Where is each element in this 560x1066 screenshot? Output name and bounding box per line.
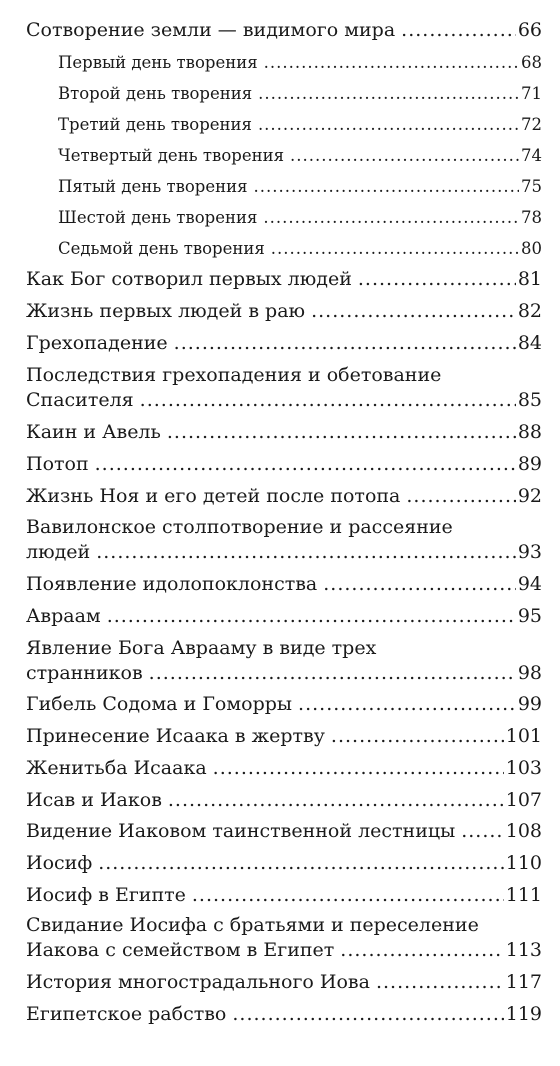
- toc-entry: [26, 452, 542, 477]
- leader-dots: [98, 851, 504, 876]
- toc-entry-page: 66: [517, 19, 542, 41]
- toc-entry-title: Египетское рабство: [26, 1003, 227, 1025]
- toc-entry-title: Каин и Авель: [26, 421, 161, 443]
- toc-entry: [26, 420, 542, 445]
- leader-dots: [311, 299, 516, 324]
- toc-entry-page: 78: [521, 208, 542, 227]
- leader-dots: [406, 484, 515, 509]
- leader-dots: [167, 420, 516, 445]
- leader-dots: [264, 50, 519, 75]
- toc-entry-page: 92: [517, 485, 542, 507]
- toc-entry: [26, 1002, 542, 1027]
- leader-dots: [298, 692, 516, 717]
- toc-entry-page: 107: [505, 789, 542, 811]
- toc-entry: [26, 970, 542, 995]
- toc-entry-page: 72: [521, 115, 542, 134]
- toc-entry-page: 89: [517, 453, 542, 475]
- toc-entry: [26, 913, 542, 963]
- toc-entry-title-line1: Явление Бога Аврааму в виде трех: [26, 637, 377, 659]
- toc-entry: [26, 636, 542, 686]
- toc-entry-title: Жизнь первых людей в раю: [26, 300, 306, 322]
- toc-entry-title: странников: [26, 662, 143, 684]
- toc-entry-title: Потоп: [26, 453, 89, 475]
- leader-dots: [290, 143, 519, 168]
- toc-entry-title: Спасителя: [26, 389, 134, 411]
- leader-dots: [149, 661, 516, 686]
- toc-entry-page: 74: [521, 146, 542, 165]
- toc-entry-page: 103: [505, 757, 542, 779]
- toc-entry-page: 98: [517, 662, 542, 684]
- leader-dots: [401, 18, 516, 43]
- toc-entry-page: 81: [517, 268, 542, 290]
- toc-entry: [26, 604, 542, 629]
- toc-entry-title: Сотворение земли — видимого мира: [26, 19, 396, 41]
- toc-entry-title: Грехопадение: [26, 332, 168, 354]
- toc-subentry: [58, 112, 542, 137]
- leader-dots: [96, 540, 516, 565]
- leader-dots: [271, 236, 519, 261]
- toc-entry-page: 110: [505, 852, 542, 874]
- toc-entry-title: Иакова с семейством в Египет: [26, 939, 335, 961]
- toc-entry: [26, 692, 542, 717]
- toc-entry-title: Появление идолопоклонства: [26, 573, 318, 595]
- toc-entry: [26, 883, 542, 908]
- toc-entry-title-line1: Свидание Иосифа с братьями и переселение: [26, 914, 479, 936]
- leader-dots: [461, 819, 504, 844]
- toc-entry-title: Гибель Содома и Гоморры: [26, 693, 293, 715]
- leader-dots: [323, 572, 516, 597]
- leader-dots: [213, 756, 504, 781]
- toc-entry-title: Иосиф: [26, 852, 93, 874]
- toc-entry-page: 99: [517, 693, 542, 715]
- toc-entry-page: 75: [521, 177, 542, 196]
- leader-dots: [258, 112, 519, 137]
- toc-entry: [26, 515, 542, 565]
- toc-entry-title: Как Бог сотворил первых людей: [26, 268, 352, 290]
- toc-entry-title-line1: Вавилонское столпотворение и рассеяние: [26, 516, 453, 538]
- leader-dots: [95, 452, 516, 477]
- toc-subentry: [58, 143, 542, 168]
- toc-entry-page: 84: [517, 332, 542, 354]
- toc-entry-title: История многострадального Иова: [26, 971, 370, 993]
- toc-entry-page: 94: [517, 573, 542, 595]
- toc-entry: [26, 484, 542, 509]
- toc-entry: [26, 363, 542, 413]
- toc-entry-title: Седьмой день творения: [58, 239, 265, 258]
- leader-dots: [254, 174, 519, 199]
- leader-dots: [107, 604, 516, 629]
- toc-entry-title: Четвертый день творения: [58, 146, 284, 165]
- toc-entry: [26, 299, 542, 324]
- leader-dots: [331, 724, 504, 749]
- toc-entry-page: 71: [521, 84, 542, 103]
- toc-entry-page: 82: [517, 300, 542, 322]
- toc-entry: [26, 851, 542, 876]
- toc-entry-page: 68: [521, 53, 542, 72]
- toc-entry-title: Женитьба Исаака: [26, 757, 207, 779]
- toc-entry-page: 108: [505, 820, 542, 842]
- leader-dots: [140, 388, 516, 413]
- toc-entry-page: 88: [517, 421, 542, 443]
- toc-entry-page: 113: [505, 939, 542, 961]
- toc-entry-title: Первый день творения: [58, 53, 258, 72]
- toc-entry-title: людей: [26, 541, 91, 563]
- toc-subentry: [58, 236, 542, 261]
- toc-entry: [26, 18, 542, 43]
- toc-entry-title: Видение Иаковом таинственной лестницы: [26, 820, 456, 842]
- toc-entry: [26, 572, 542, 597]
- toc-entry-page: 101: [505, 725, 542, 747]
- leader-dots: [340, 938, 503, 963]
- toc-entry-title: Жизнь Ноя и его детей после потопа: [26, 485, 401, 507]
- toc-entry: [26, 724, 542, 749]
- toc-entry-title: Иосиф в Египте: [26, 884, 186, 906]
- toc-entry: [26, 819, 542, 844]
- toc-entry-title: Пятый день творения: [58, 177, 248, 196]
- toc-entry-page: 93: [517, 541, 542, 563]
- toc-entry-page: 117: [505, 971, 542, 993]
- toc-entry-page: 111: [505, 884, 542, 906]
- toc-entry-title: Шестой день творения: [58, 208, 258, 227]
- toc-subentry: [58, 81, 542, 106]
- leader-dots: [263, 205, 519, 230]
- toc-entry-page: 80: [521, 239, 542, 258]
- toc-entry-page: 85: [517, 389, 542, 411]
- toc-entry-page: 95: [517, 605, 542, 627]
- toc-subentry: [58, 174, 542, 199]
- toc-entry-title: Третий день творения: [58, 115, 252, 134]
- toc-subentry: [58, 50, 542, 75]
- toc-entry: [26, 267, 542, 292]
- toc-subentry: [58, 205, 542, 230]
- leader-dots: [168, 788, 504, 813]
- leader-dots: [174, 331, 516, 356]
- leader-dots: [358, 267, 516, 292]
- toc-entry: [26, 756, 542, 781]
- leader-dots: [192, 883, 504, 908]
- toc-entry-title: Исав и Иаков: [26, 789, 162, 811]
- toc-entry-title: Второй день творения: [58, 84, 253, 103]
- leader-dots: [376, 970, 504, 995]
- leader-dots: [258, 81, 519, 106]
- leader-dots: [232, 1002, 503, 1027]
- toc-entry-title: Авраам: [26, 605, 101, 627]
- toc-entry-page: 119: [505, 1003, 542, 1025]
- toc-entry: [26, 788, 542, 813]
- toc-entry-title-line1: Последствия грехопадения и обетование: [26, 364, 442, 386]
- toc-entry-title: Принесение Исаака в жертву: [26, 725, 325, 747]
- toc-entry: [26, 331, 542, 356]
